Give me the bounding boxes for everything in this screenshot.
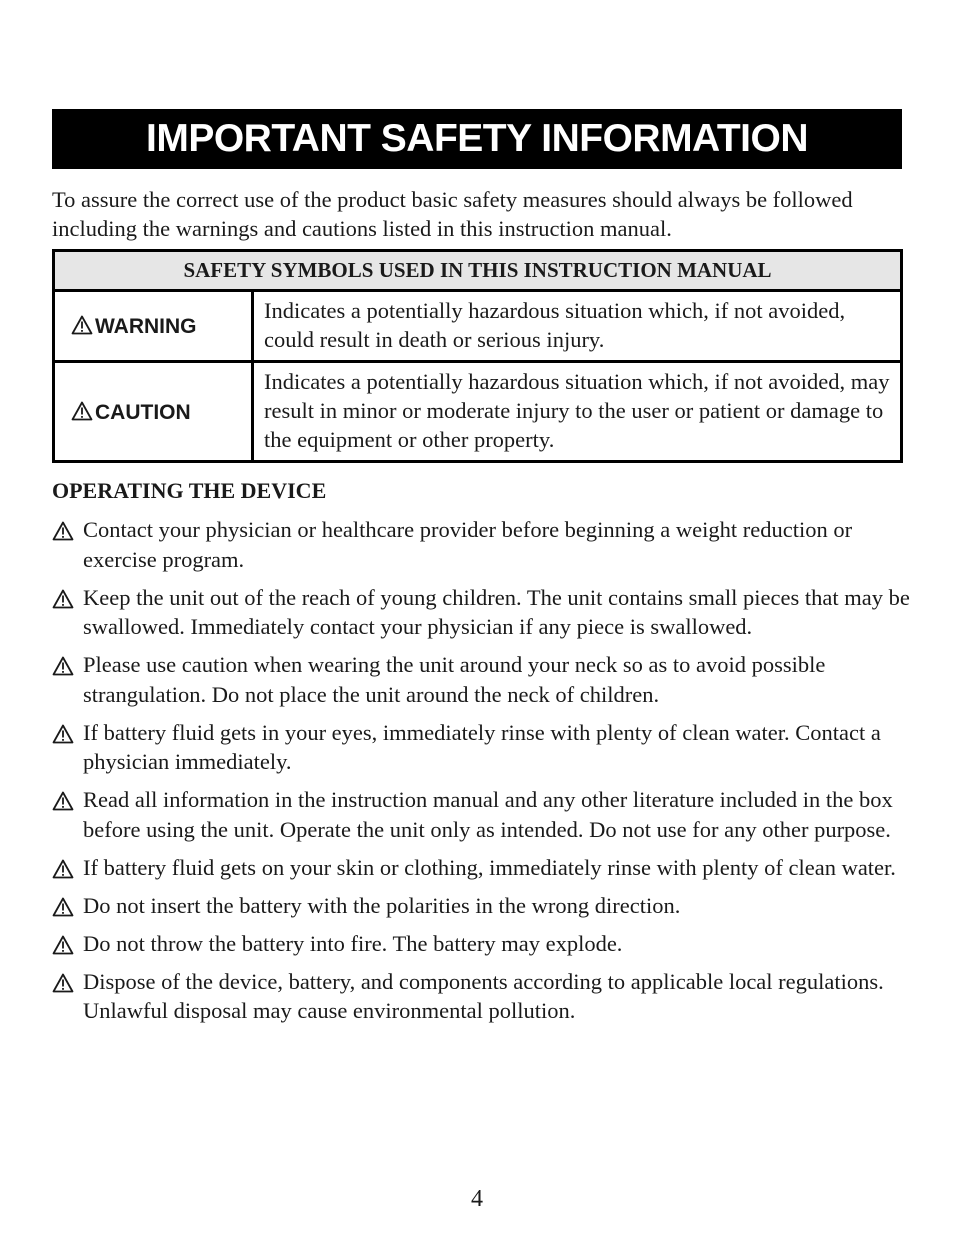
table-header-row bbox=[54, 251, 902, 291]
warning-triangle-icon bbox=[52, 791, 74, 811]
list-item-text: Contact your physician or healthcare provider before beginning a weight reduction or exercise program. bbox=[83, 517, 853, 572]
list-item-text: Do not insert the battery with the polarities in the wrong direction. bbox=[83, 892, 681, 918]
caution-label: CAUTION bbox=[95, 400, 191, 424]
list-item bbox=[52, 853, 912, 883]
list-item bbox=[52, 718, 912, 777]
table-row-warning bbox=[54, 291, 902, 362]
intro-paragraph: To assure the correct use of the product basic safety measures should always be followed including the warnings and cautions listed in this instruction manual. bbox=[52, 187, 853, 241]
list-item bbox=[52, 515, 912, 574]
list-item-text: Keep the unit out of the reach of young children. The unit contains small pieces that may be swallowed. Immediately contact your physician if any piece is swallowed. bbox=[83, 584, 910, 639]
list-item bbox=[52, 967, 912, 1026]
list-item bbox=[52, 891, 912, 921]
caution-description: Indicates a potentially hazardous situation which, if not avoided, may result in minor or moderate injury to the user or patient or damage to the equipment or other property. bbox=[253, 362, 902, 462]
warning-triangle-icon bbox=[71, 315, 93, 335]
list-item-text: If battery fluid gets in your eyes, immediately rinse with plenty of clean water. Contact a physician immediately. bbox=[83, 719, 881, 774]
table-row-caution bbox=[54, 362, 902, 462]
warning-triangle-icon bbox=[52, 589, 74, 609]
warning-description: Indicates a potentially hazardous situation which, if not avoided, could result in death or serious injury. bbox=[253, 291, 902, 362]
list-item-text: Dispose of the device, battery, and components according to applicable local regulations. Unlawful disposal may cause environmental pollution. bbox=[83, 968, 884, 1023]
symbol-cell bbox=[54, 362, 253, 462]
warning-triangle-icon bbox=[52, 897, 74, 917]
list-item-text: Do not throw the battery into fire. The battery may explode. bbox=[83, 930, 623, 956]
warning-triangle-icon bbox=[71, 401, 93, 421]
warning-triangle-icon bbox=[52, 935, 74, 955]
warning-label: WARNING bbox=[95, 315, 197, 338]
warning-triangle-icon bbox=[52, 521, 74, 541]
warning-triangle-icon bbox=[52, 973, 74, 993]
warning-triangle-icon bbox=[52, 656, 74, 676]
list-item bbox=[52, 650, 912, 709]
list-item-text: Please use caution when wearing the unit around your neck so as to avoid possible strangulation. Do not place the unit around the neck of children. bbox=[83, 652, 826, 707]
warning-triangle-icon bbox=[52, 724, 74, 744]
page-title: IMPORTANT SAFETY INFORMATION bbox=[146, 117, 808, 160]
warning-symbol bbox=[71, 315, 197, 338]
list-item-text: Read all information in the instruction manual and any other literature included in the box before using the unit. Operate the unit only as intended. Do not use for any other purpose. bbox=[83, 787, 893, 842]
page-number: 4 bbox=[471, 1186, 483, 1212]
symbol-cell bbox=[54, 291, 253, 362]
title-banner bbox=[52, 109, 902, 169]
safety-symbols-table bbox=[52, 249, 903, 463]
section-heading: OPERATING THE DEVICE bbox=[52, 478, 327, 503]
list-item bbox=[52, 929, 912, 959]
list-item-text: If battery fluid gets on your skin or clothing, immediately rinse with plenty of clean water. bbox=[83, 854, 896, 880]
warning-triangle-icon bbox=[52, 859, 74, 879]
table-header: SAFETY SYMBOLS USED IN THIS INSTRUCTION MANUAL bbox=[54, 251, 902, 291]
list-item bbox=[52, 785, 912, 844]
caution-symbol bbox=[71, 401, 191, 424]
safety-list bbox=[52, 515, 912, 1034]
list-item bbox=[52, 583, 912, 642]
